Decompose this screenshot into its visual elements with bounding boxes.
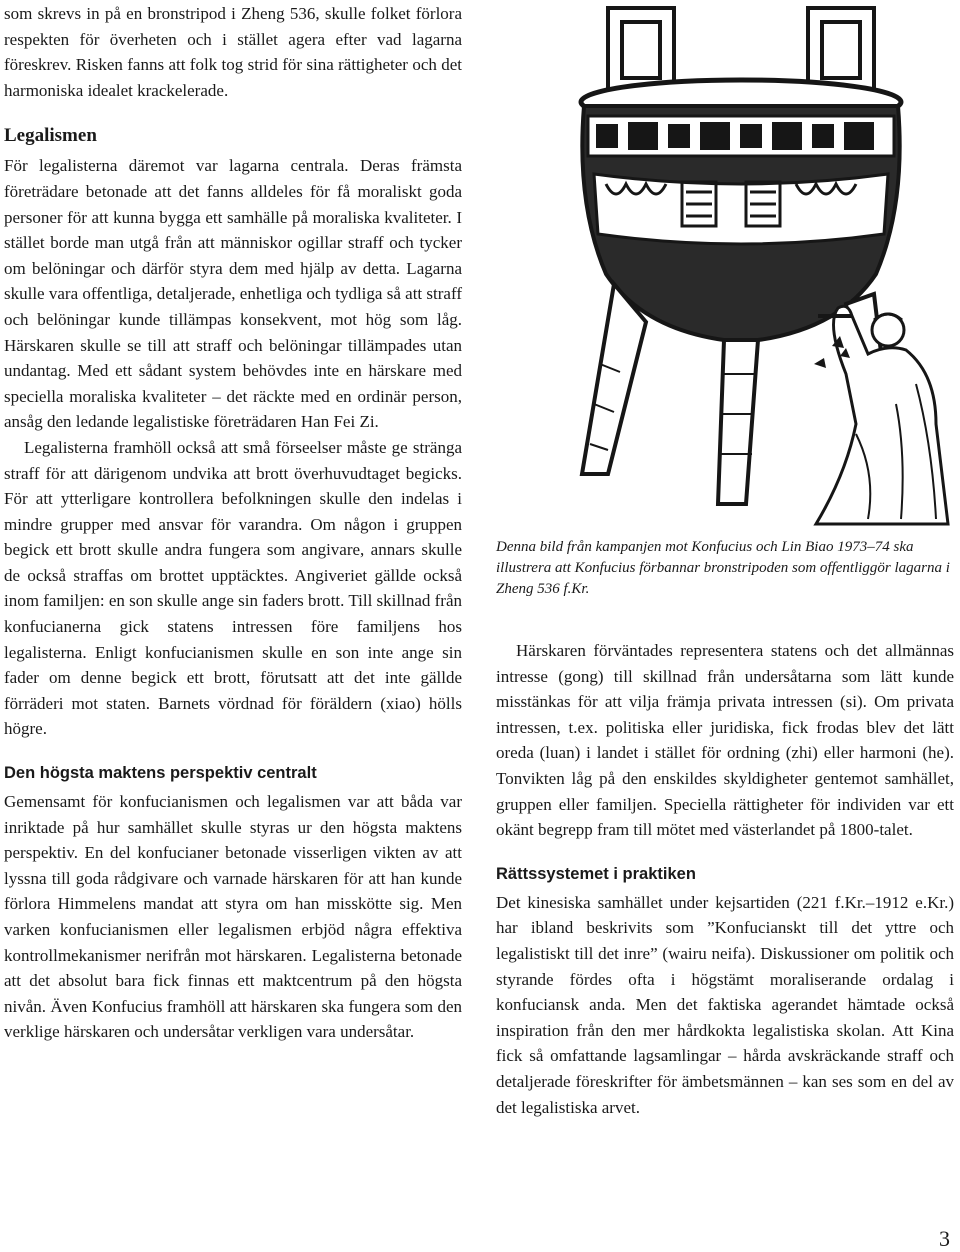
section-heading-rattssystemet: Rättssystemet i praktiken bbox=[496, 864, 696, 883]
legalism-paragraph-1: För legalisterna däremot var lagarna centrala. Deras främsta företrädare betonade att det fanns alldeles för få moraliskt goda personer för att kunna bygga ett samhälle på moraliska kvaliteter. I stället borde man utgå från att människor ogillar straff och tycker om belöningar och därför styra dem med hjälp av detta. Lagarna skulle vara offentliga, detaljerade, enhetliga och tydliga så att straff och belöningar kunde tillämpas konsekvent, mot hög som låg. Härskaren skulle se till att straff och belöningar tillämpades utan undantag. Med ett sådant system behövdes inte en härskare med speciella moraliska kvaliteter – det räckte med en ordinär person, ansåg den ledande legalistiske företrädaren Han Fei Zi. bbox=[4, 156, 462, 432]
legal-system-paragraph: Det kinesiska samhället under kejsartiden (221 f.Kr.–1912 e.Kr.) har ibland beskrivits som ”Konfucianskt till det yttre och legalistiskt till det inre” (wairu neifa). Diskussioner om politik och styrande fördes ofta i högstämt moraliserande ordalag i konfuciansk anda. Men det faktiska agerandet hämtade också inspiration från den mer hårdkokta legalistiska skolan. Att Kina fick så omfattande lagsamlingar – hårda avskräckande straff och detaljerade föreskrifter för ämbetsmännen – kan ses som en del av det legalistiska arvet. bbox=[496, 892, 954, 1117]
section-heading-legalismen: Legalismen bbox=[4, 125, 97, 147]
right-column bbox=[496, 638, 954, 1120]
tripod-illustration bbox=[496, 4, 954, 532]
page-number: 3 bbox=[939, 1226, 950, 1251]
left-column bbox=[4, 0, 462, 1045]
intro-paragraph: som skrevs in på en bronstripod i Zheng 536, skulle folket förlora respekten för överheten och i stället agera efter vad lagarna föreskrev. Risken fanns att folk tog strid för sina rättigheter och det harmoniska idealet krackelerade. bbox=[4, 4, 462, 100]
figure-caption: Denna bild från kampanjen mot Konfucius och Lin Biao 1973–74 ska illustrera att Konfucius förbannar bronstripoden som offentliggör lagarna i Zheng 536 f.Kr. bbox=[496, 539, 950, 597]
section-heading-hogsta-makten: Den högsta maktens perspektiv centralt bbox=[4, 764, 317, 783]
legalism-paragraph-2: Legalisterna framhöll också att små förseelser måste ge stränga straff för att därigenom undvika att brott överhuvudtaget begicks. För att ytterligare kontrollera befolkningen skulle den indelas i mindre grupper med ansvar för varandra. Om någon i gruppen begick ett brott skulle andra fungera som angivare, annars skulle de också straffas om brottet upptäcktes. Angiveriet gällde också inom familjen: en son skulle ange sin faders brott. Till skillnad från konfucianerna gick statens intressen före familjens hos legalisterna. Enligt konfucianismen skulle en son inte ange sin fader om denne begick ett brott, förutsatt att det inte gällde förräderi mot staten. Barnets vördnad för föräldern (xiao) hölls högre. bbox=[4, 437, 462, 739]
perspective-paragraph: Gemensamt för konfucianismen och legalismen var att båda var inriktade på hur samhället skulle styras ur den högsta maktens perspektiv. En del konfucianer betonade visserligen vikten av att lyssna till goda rådgivare och varnade härskaren för att han kunde förlora Himmelens mandat att styra om han misskötte sig. Men varken konfucianismen eller legalismen erbjöd några effektiva kontrollmekanismer nerifrån mot härskaren. Legalisterna betonade att det absolut bara fick finnas ett maktcentrum på den högsta nivån. Även Konfucius framhöll att härskaren ska fungera som den verklige härskaren och undersåtar verkligen vara undersåtar. bbox=[4, 792, 462, 1042]
interest-paragraph: Härskaren förväntades representera statens och det allmännas intresse (gong) till skillnad från undersåtarna som lätt kunde misstänkas för att vilja främja privata intressen (si). Om privata intressen, t.ex. politiska eller juridiska, fick frodas blev det lätt oreda (luan) i landet i stället för ordning (zhi) eller harmoni (he). Tonvikten låg på den enskildes skyldigheter gentemot samhället, gruppen eller familjen. Speciella rättigheter för individen var ett okänt begrepp fram till mötet med västerlandet på 1800-talet. bbox=[496, 641, 954, 840]
